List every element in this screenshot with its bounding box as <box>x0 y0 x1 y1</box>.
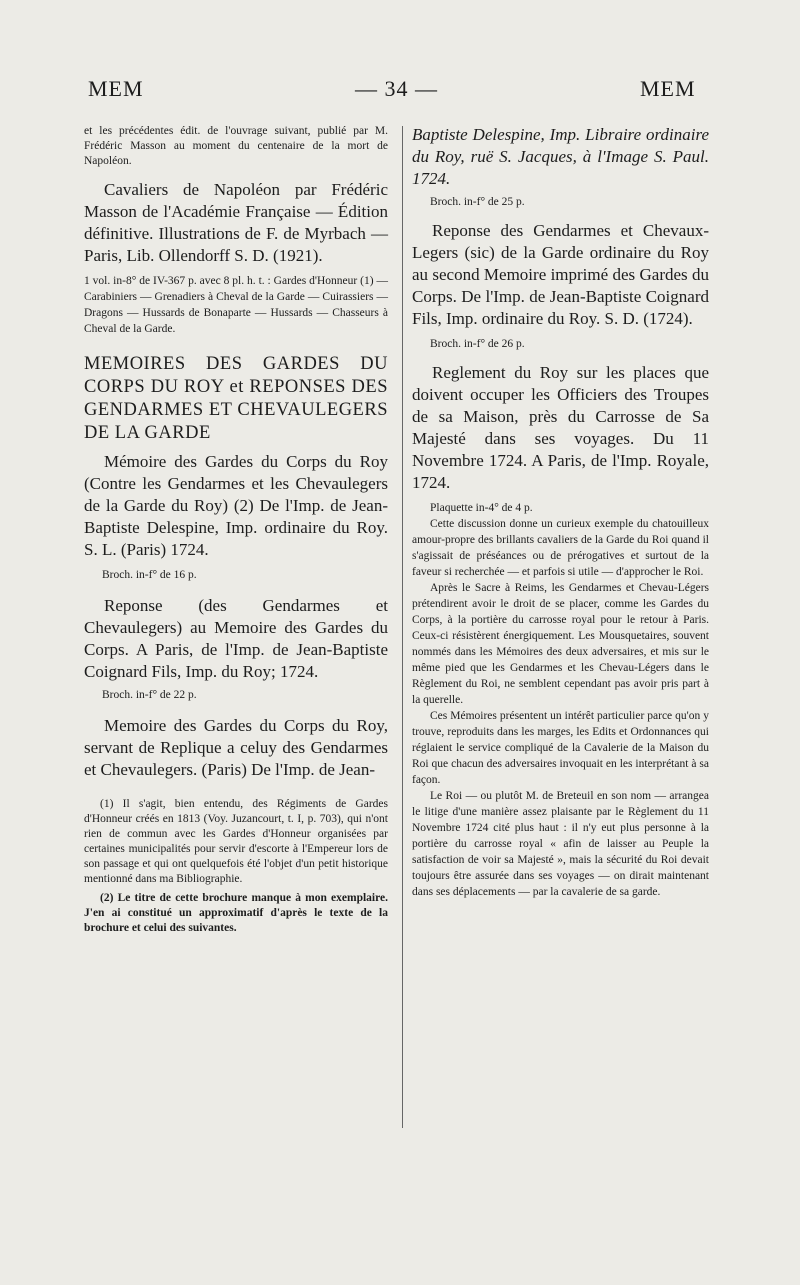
entry-cavaliers: Cavaliers de Napoléon par Frédéric Masson de l'Académie Française — Édition définitive. Illustrations de F. de Myrbach — Paris, Lib. Ollendorff S. D. (1921). <box>84 180 388 265</box>
note-memoire-2: Broch. in-f° de 25 p. <box>430 196 525 208</box>
note-reponse-1: Broch. in-f° de 22 p. <box>102 689 197 701</box>
column-divider <box>402 126 403 1128</box>
entry-memoire-2-continued: Baptiste Delespine, Imp. Libraire ordinaire du Roy, ruë S. Jacques, à l'Image S. Paul. 1724. <box>412 125 709 188</box>
running-head-left: MEM <box>88 76 144 101</box>
footnote-2: (2) Le titre de cette brochure manque à mon exemplaire. J'en ai constitué un approximatif d'après le texte de la brochure et celui des suivantes. <box>84 892 388 934</box>
note-reglement: Plaquette in-4° de 4 p. <box>430 502 533 514</box>
right-column <box>412 124 709 900</box>
commentary-paragraph-3: Ces Mémoires présentent un intérêt particulier parce qu'on y trouve, reproduits dans les marges, les Edits et Ordonnances qui réglaient le service compliqué de la Cavalerie de la Maison du Roi que chacun des adversaires invoquait en les interprétant à sa façon. <box>412 710 709 786</box>
left-column <box>84 124 388 936</box>
carryover-note: et les précédentes édit. de l'ouvrage suivant, publié par M. Frédéric Masson au moment du centenaire de la mort de Napoléon. <box>84 125 388 167</box>
page-number: — 34 — <box>355 76 438 101</box>
commentary-paragraph-4: Le Roi — ou plutôt M. de Breteuil en son nom — arrangea le litige d'une manière assez plaisante par le Règlement du 11 Novembre 1724 cité plus haut : il n'y eut plus personne à la portière du carrosse royal « afin de laisser au Peuple la satisfaction de voir sa Majesté », mais la sécurité du Roi devait toujours être assurée dans ses voyages — on dirait maintenant dans ses déplacements — par la cavalerie de sa garde. <box>412 790 709 898</box>
section-heading: MEMOIRES DES GARDES DU CORPS DU ROY et REPONSES DES GENDARMES ET CHEVAULEGERS DE LA GARDE <box>84 354 388 443</box>
note-reponse-2: Broch. in-f° de 26 p. <box>430 338 525 350</box>
commentary-paragraph-2: Après le Sacre à Reims, les Gendarmes et Chevau-Légers prétendirent avoir le droit de se placer, comme les Gardes du Corps, à la portière du carrosse royal pour le retour à Paris. Ceux-ci résistèrent énergiquement. Les Mousquetaires, souvent nommés dans les Mémoires des deux adversaires, et mis sur le même pied que les Gendarmes et les Chevau-Légers dans le Règlement du Roi, ne semblent cependant pas avoir pris part à la querelle. <box>412 582 709 706</box>
entry-memoire-2: Memoire des Gardes du Corps du Roy, servant de Replique a celuy des Gendarmes et Chevaulegers. (Paris) De l'Imp. de Jean- <box>84 716 388 779</box>
entry-reponse-2: Reponse des Gendarmes et Chevaux-Legers (sic) de la Garde ordinaire du Roy au second Memoire imprimé des Gardes du Corps. De l'Imp. de Jean-Baptiste Coignard Fils, Imp. ordinaire du Roy. S. D. (1724). <box>412 221 709 328</box>
footnote-1: (1) Il s'agit, bien entendu, des Régiments de Gardes d'Honneur créés en 1813 (Voy. Juzancourt, t. I, p. 703), qui n'ont rien de commun avec les Gardes d'Honneur organisées par certaines municipalités pour servir d'escorte à l'Empereur lors de son passage et qui ont quelquefois été l'objet d'un petit historique mentionné dans ma Bibliographie. <box>84 798 388 885</box>
entry-reglement: Reglement du Roy sur les places que doivent occuper les Officiers des Troupes de sa Maison, près du Carrosse de Sa Majesté dans ses voyages. Du 11 Novembre 1724. A Paris, de l'Imp. Royale, 1724. <box>412 363 709 492</box>
running-head-right: MEM <box>640 76 696 101</box>
note-cavaliers: 1 vol. in-8° de IV-367 p. avec 8 pl. h. t. : Gardes d'Honneur (1) — Carabiniers — Grenadiers à Cheval de la Garde — Cuirassiers — Dragons — Hussards de Bonaparte — Hussards — Chasseurs à Cheval de la Garde. <box>84 275 388 335</box>
note-memoire-1: Broch. in-f° de 16 p. <box>102 569 197 581</box>
entry-reponse-1: Reponse (des Gendarmes et Chevaulegers) au Memoire des Gardes du Corps. A Paris, de l'Imp. de Jean-Baptiste Coignard Fils, Imp. du Roy; 1724. <box>84 596 388 681</box>
commentary-paragraph-1: Cette discussion donne un curieux exemple du chatouilleux amour-propre des brillants cavaliers de la Garde du Roi quand il s'agissait de préséances ou de prérogatives et surtout de la faveur si recherchée — et parfois si utile — d'approcher le Roi. <box>412 518 709 578</box>
entry-memoire-1: Mémoire des Gardes du Corps du Roy (Contre les Gendarmes et les Chevaulegers de la Garde du Roy) (2) De l'Imp. de Jean-Baptiste Delespine, Imp. ordinaire du Roy. S. L. (Paris) 1724. <box>84 452 388 559</box>
